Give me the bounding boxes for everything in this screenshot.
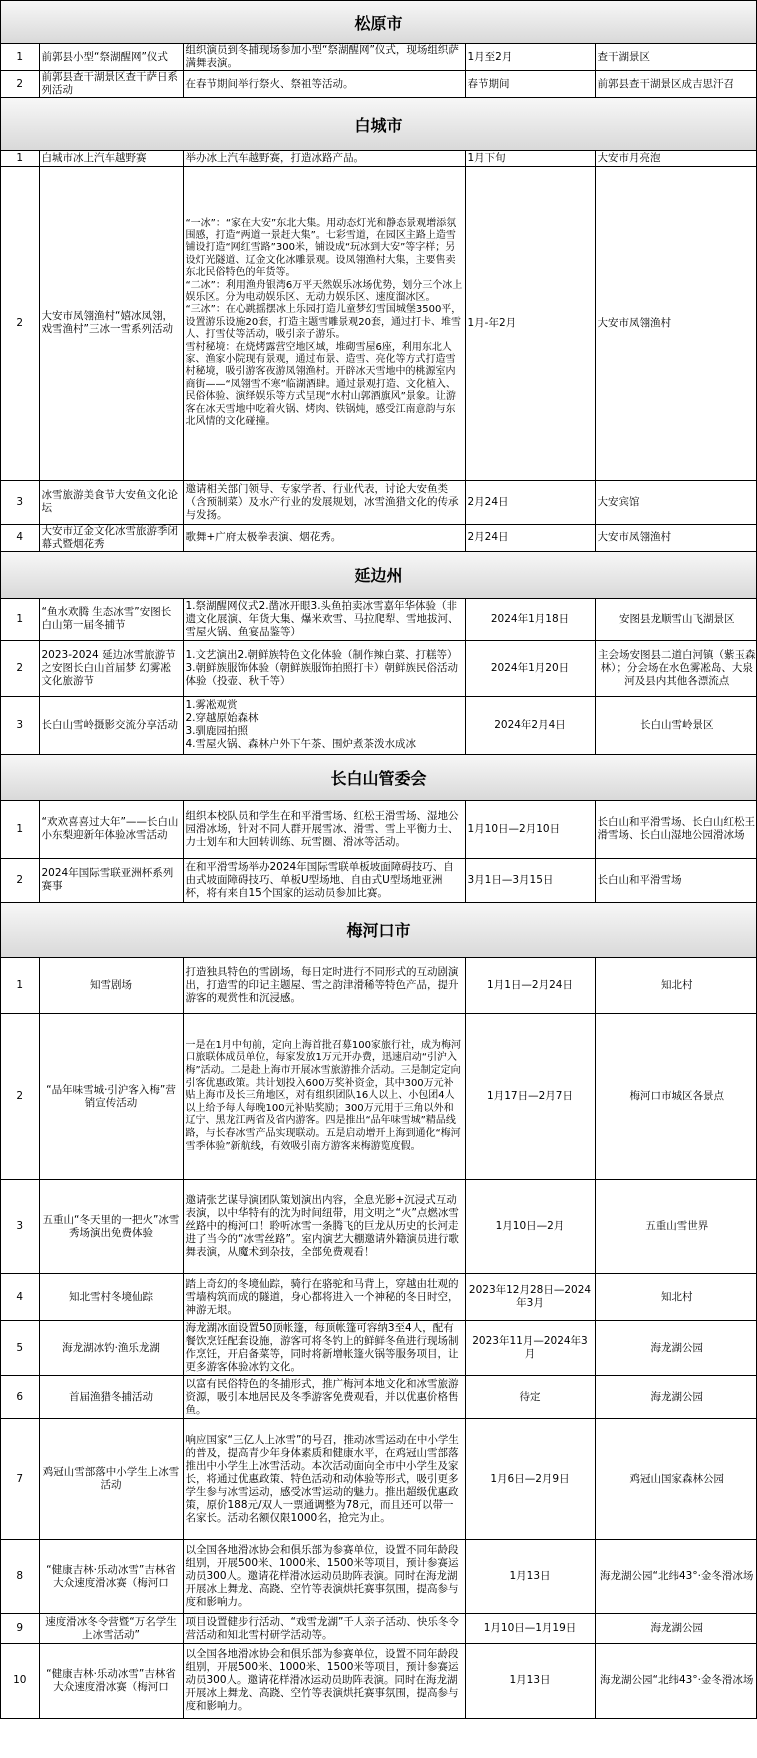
event-place: 长白山和平滑雪场	[595, 859, 757, 902]
event-time: 1月13日	[465, 1540, 595, 1614]
table-row	[1, 1321, 757, 1376]
event-time: 2023年11月—2024年3月	[465, 1321, 595, 1376]
event-name: “鱼水欢腾 生态冰雪”安图长白山第一届冬捕节	[39, 599, 183, 641]
event-place: 海龙湖公园“北纬43°·金冬滑冰场	[595, 1644, 757, 1718]
row-number: 10	[1, 1644, 39, 1718]
event-time: 1月17日—2月7日	[465, 1014, 595, 1180]
event-time: 1月10日—1月19日	[465, 1614, 595, 1644]
event-name: 知北雪村冬境仙踪	[39, 1274, 183, 1321]
event-description: 1.祭湖醒网仪式2.凿冰开眼3.头鱼拍卖冰雪嘉年华体验（非遗文化展演、年货大集、爆米欢雪、马拉爬犁、雪地拔河、雪屋火锅、鱼宴品鉴等）	[183, 599, 465, 641]
event-time: 2024年1月18日	[465, 599, 595, 641]
table-row	[1, 480, 757, 524]
event-name: 大安市辽金文化冰雪旅游季闭幕式暨烟花秀	[39, 524, 183, 551]
event-time: 1月1日—2月24日	[465, 958, 595, 1014]
event-place: 五重山雪世界	[595, 1180, 757, 1274]
event-place: 梅河口市城区各景点	[595, 1014, 757, 1180]
event-description: 在春节期间举行祭火、祭祖等活动。	[183, 71, 465, 98]
event-place: 查干湖景区	[595, 44, 757, 71]
event-time: 1月下旬	[465, 151, 595, 166]
events-table	[1, 151, 757, 551]
event-description: 组织演员到冬捕现场参加小型“祭湖醒网”仪式，现场组织萨满舞表演。	[183, 44, 465, 71]
event-place: 主会场安图县二道白河镇（紫玉森林）；分会场在水色雾凇岛、大泉河及县内其他各漂流点	[595, 641, 757, 697]
event-name: 海龙湖冰钓·渔乐龙湖	[39, 1321, 183, 1376]
section-meihekou	[0, 902, 757, 1719]
event-place: 前郭县查干湖景区成吉思汗召	[595, 71, 757, 98]
event-place: 长白山和平滑雪场、长白山红松王滑雪场、长白山湿地公园滑冰场	[595, 801, 757, 859]
row-number: 7	[1, 1419, 39, 1540]
row-number: 3	[1, 480, 39, 524]
section-yanbian	[0, 551, 757, 754]
section-baicheng	[0, 97, 757, 551]
table-row	[1, 1419, 757, 1540]
event-place: 海龙湖公园	[595, 1614, 757, 1644]
table-row	[1, 1540, 757, 1614]
table-row	[1, 151, 757, 166]
table-row	[1, 1014, 757, 1180]
event-description: “一冰”：“家在大安”东北大集。用动态灯光和静态景观增添氛围感，打造“两道一景赶大集”。七彩雪道，在园区主路上造雪铺设打造“网红雪路”300米，铺设成“玩冰到大安”等字样；另设灯光隧道、辽金文化冰雕景观。设凤翎渔村大集，主要售卖东北民俗特色的年货等。 “二冰”：利用渔舟银湾6万平天然娱乐冰场优势，划分三个冰上娱乐区。分为电动娱乐区、无动力娱乐区、速度溜冰区。 “三冰”：在心跳摇摆冰上乐园打造儿童梦幻雪国城堡3500平，设置游乐设施20套，打造主题雪雕景观20套，通过打卡、堆雪人、打雪仗等活动，吸引亲子游乐。 雪村秘境：在烧烤露营空地区域，堆砌雪屋6座，利用东北人家、渔家小院现有景观，通过布景、造雪、亮化等方式打造雪村秘境，吸引游客夜游凤翎渔村。开辟冰天雪地中的桃源室内商街——“凤翎雪不寒”临湖酒肆。通过景观打造、文化植入、民俗体验、演绎娱乐等方式呈现“水村山郭酒旗风”景象。让游客在冰天雪地中吃着火锅、烤肉、铁锅炖，感受江南意韵与东北风情的文化碰撞。	[183, 166, 465, 480]
event-place: 海龙湖公园“北纬43°·金冬滑冰场	[595, 1540, 757, 1614]
event-name: 鸡冠山雪部落中小学生上冰雪活动	[39, 1419, 183, 1540]
event-place: 知北村	[595, 1274, 757, 1321]
event-time: 1月10日—2月	[465, 1180, 595, 1274]
event-description: 响应国家“三亿人上冰雪”的号召，推动冰雪运动在中小学生的普及，提高青少年身体素质和健康水平，在鸡冠山雪部落推出中小学生上冰雪活动。本次活动面向全市中小学生及家长，将通过优惠政策、特色活动和动体验等形式，吸引更多学生参与冰雪运动，感受冰雪运动的魅力。推出超级优惠政策，原价188元/双人一票通调整为78元，而且还可以带一名家长。活动名额仅限1000名，抢完为止。	[183, 1419, 465, 1540]
event-name: 2023-2024 延边冰雪旅游节之安图长白山首届梦 幻雾凇文化旅游节	[39, 641, 183, 697]
event-description: 一是在1月中旬前，定向上海首批召募100家旅行社，成为梅河口旅联体成员单位，每家发放1万元开办费，迅速启动“引沪入梅”活动。二是赴上海市开展冰雪旅游推介活动。三是制定定向引客优惠政策。共计划投入600万奖补资金，其中300万元补贴上海市及长三角地区，对有组织团队16人以上、小包团4人以上给予每人每晚100元补贴奖励；300万元用于三角以外和辽宁、黑龙江两省及省内游客。四是推出“品年味雪城”精品线路，与长春冰雪产品实现联动。五是启动增开上海到通化“梅河雪季体验”新航线，有效吸引南方游客来梅游览度假。	[183, 1014, 465, 1180]
row-number: 5	[1, 1321, 39, 1376]
row-number: 3	[1, 697, 39, 754]
event-name: 长白山雪岭摄影交流分享活动	[39, 697, 183, 754]
events-table	[1, 801, 757, 902]
row-number: 1	[1, 958, 39, 1014]
event-time: 1月6日—2月9日	[465, 1419, 595, 1540]
event-description: 组织本校队员和学生在和平滑雪场、红松王滑雪场、湿地公园滑冰场，针对不同人群开展雪冰、滑雪、雪上平衡力士、力士划车和大回转训练、玩雪圈、滑冰等活动。	[183, 801, 465, 859]
event-description: 打造独具特色的雪剧场，每日定时进行不同形式的互动剧演出，打造雪的印记主题屋、雪之韵津滑稀等特色产品，提升游客的观赏性和沉浸感。	[183, 958, 465, 1014]
event-name: 2024年国际雪联亚洲杯系列赛事	[39, 859, 183, 902]
table-row	[1, 801, 757, 859]
row-number: 6	[1, 1376, 39, 1419]
event-description: 踏上奇幻的冬境仙踪，骑行在骆驼和马背上，穿越由壮观的雪墙构筑而成的隧道，身心都将进入一个神秘的冬日时空，神游无垠。	[183, 1274, 465, 1321]
row-number: 9	[1, 1614, 39, 1644]
event-name: 速度滑冰冬令营暨“万名学生上冰雪活动”	[39, 1614, 183, 1644]
table-row	[1, 1614, 757, 1644]
table-row	[1, 697, 757, 754]
row-number: 2	[1, 71, 39, 98]
event-time: 2023年12月28日—2024年3月	[465, 1274, 595, 1321]
event-name: “品年味雪城·引沪客入梅”营销宣传活动	[39, 1014, 183, 1180]
table-row	[1, 71, 757, 98]
row-number: 2	[1, 1014, 39, 1180]
event-place: 大安市凤翎渔村	[595, 524, 757, 551]
event-time: 3月1日—3月15日	[465, 859, 595, 902]
table-row	[1, 1644, 757, 1718]
events-table	[1, 599, 757, 754]
section-title: 长白山管委会	[1, 755, 756, 801]
table-row	[1, 166, 757, 480]
section-title: 延边州	[1, 552, 756, 599]
row-number: 2	[1, 166, 39, 480]
table-row	[1, 641, 757, 697]
event-place: 海龙湖公园	[595, 1321, 757, 1376]
event-name: 冰雪旅游美食节大安鱼文化论坛	[39, 480, 183, 524]
section-title: 梅河口市	[1, 903, 756, 958]
event-time: 2024年1月20日	[465, 641, 595, 697]
event-place: 大安宾馆	[595, 480, 757, 524]
event-name: “健康吉林·乐动冰雪”吉林省大众速度滑冰赛（梅河口	[39, 1644, 183, 1718]
table-row	[1, 599, 757, 641]
row-number: 1	[1, 44, 39, 71]
event-name: 大安市凤翎渔村“嬉冰凤翎，戏雪渔村”三冰一雪系列活动	[39, 166, 183, 480]
row-number: 2	[1, 859, 39, 902]
event-description: 1.雾凇观赏 2.穿越原始森林 3.驯鹿园拍照 4.雪屋火锅、森林户外下午茶、围炉煮茶泼水成冰	[183, 697, 465, 754]
event-description: 以全国各地滑冰协会和俱乐部为参赛单位，设置不同年龄段组别，开展500米、1000米、1500米等项目，预计参赛运动员300人。邀请花样滑冰运动员助阵表演。同时在海龙湖开展冰上舞龙、高跷、空竹等表演烘托赛事氛围，提高参与度和影响力。	[183, 1540, 465, 1614]
event-time: 1月10日—2月10日	[465, 801, 595, 859]
event-description: 邀请张艺谋导演团队策划演出内容，全息光影+沉浸式互动表演，以中华特有的沈为时间纽带，用文明之“火”点燃冰雪丝路中的梅河口！聆听冰雪一条腾飞的巨龙从历史的长河走进了当今的“冰雪丝路”。室内演艺大棚邀请外籍演员进行歌舞表演，从魔术到杂技，全部免费观看！	[183, 1180, 465, 1274]
table-row	[1, 524, 757, 551]
event-time: 春节期间	[465, 71, 595, 98]
event-name: 前郭县小型“祭湖醒网”仪式	[39, 44, 183, 71]
event-place: 鸡冠山国家森林公园	[595, 1419, 757, 1540]
section-title: 白城市	[1, 98, 756, 151]
event-place: 安图县龙顺雪山飞湖景区	[595, 599, 757, 641]
events-table	[1, 958, 757, 1718]
event-name: 五重山“冬天里的一把火”冰雪秀场演出免费体验	[39, 1180, 183, 1274]
event-time: 2月24日	[465, 480, 595, 524]
event-time: 2024年2月4日	[465, 697, 595, 754]
section-changbaishan	[0, 754, 757, 902]
row-number: 1	[1, 599, 39, 641]
event-place: 知北村	[595, 958, 757, 1014]
event-place: 海龙湖公园	[595, 1376, 757, 1419]
table-row	[1, 859, 757, 902]
event-time: 1月-年2月	[465, 166, 595, 480]
event-description: 1.文艺演出2.朝鲜族特色文化体验（制作辣白菜、打糕等）3.朝鲜族服饰体验（朝鲜族服饰拍照打卡）朝鲜族民俗活动体验（投壶、秋千等）	[183, 641, 465, 697]
row-number: 1	[1, 151, 39, 166]
event-description: 歌舞+广府太极拳表演、烟花秀。	[183, 524, 465, 551]
event-description: 在和平滑雪场举办2024年国际雪联单板坡面障碍技巧、自由式坡面障碍技巧、单板U型场地、自由式U型场地亚洲杯，将有来自15个国家的运动员参加比赛。	[183, 859, 465, 902]
event-description: 海龙湖冰面设置50顶帐篷，每顶帐篷可容纳3至4人，配有餐饮烹饪配套设施，游客可将冬钓上的鲜鲜冬鱼进行现场制作烹饪，开启备菜等，同时将新增帐篷火锅等服务项目，让更多游客体验冰钓文化。	[183, 1321, 465, 1376]
table-row	[1, 1376, 757, 1419]
event-description: 以富有民俗特色的冬捕形式，推广梅河本地文化和冰雪旅游资源，吸引本地居民及冬季游客免费观看，并以优惠价格售鱼。	[183, 1376, 465, 1419]
event-description: 项目设置健步行活动、“戏雪龙湖”千人亲子活动、快乐冬令营活动和知北雪村研学活动等。	[183, 1614, 465, 1644]
event-place: 大安市月亮泡	[595, 151, 757, 166]
table-row	[1, 44, 757, 71]
event-name: 知雪剧场	[39, 958, 183, 1014]
event-description: 邀请相关部门领导、专家学者、行业代表，讨论大安鱼类（含预制菜）及水产行业的发展规划，冰雪渔猎文化的传承与发扬。	[183, 480, 465, 524]
table-row	[1, 1274, 757, 1321]
event-name: 前郭县查干湖景区查干萨日系列活动	[39, 71, 183, 98]
event-name: “健康吉林·乐动冰雪”吉林省大众速度滑冰赛（梅河口	[39, 1540, 183, 1614]
event-time: 1月至2月	[465, 44, 595, 71]
row-number: 4	[1, 1274, 39, 1321]
event-description: 举办冰上汽车越野赛，打造冰路产品。	[183, 151, 465, 166]
event-place: 长白山雪岭景区	[595, 697, 757, 754]
event-time: 2月24日	[465, 524, 595, 551]
row-number: 3	[1, 1180, 39, 1274]
row-number: 1	[1, 801, 39, 859]
table-row	[1, 1180, 757, 1274]
event-name: 白城市冰上汽车越野赛	[39, 151, 183, 166]
row-number: 2	[1, 641, 39, 697]
table-row	[1, 958, 757, 1014]
section-songyuan	[0, 0, 757, 97]
row-number: 8	[1, 1540, 39, 1614]
event-time: 1月13日	[465, 1644, 595, 1718]
event-time: 待定	[465, 1376, 595, 1419]
row-number: 4	[1, 524, 39, 551]
event-description: 以全国各地滑冰协会和俱乐部为参赛单位，设置不同年龄段组别，开展500米、1000米、1500米等项目，预计参赛运动员300人。邀请花样滑冰运动员助阵表演。同时在海龙湖开展冰上舞龙、高跷、空竹等表演烘托赛事氛围，提高参与度和影响力。	[183, 1644, 465, 1718]
event-name: “欢欢喜喜过大年”——长白山小东梨迎新年体验冰雪活动	[39, 801, 183, 859]
events-table	[1, 44, 757, 97]
section-title: 松原市	[1, 1, 756, 44]
event-name: 首届渔猎冬捕活动	[39, 1376, 183, 1419]
event-place: 大安市凤翎渔村	[595, 166, 757, 480]
